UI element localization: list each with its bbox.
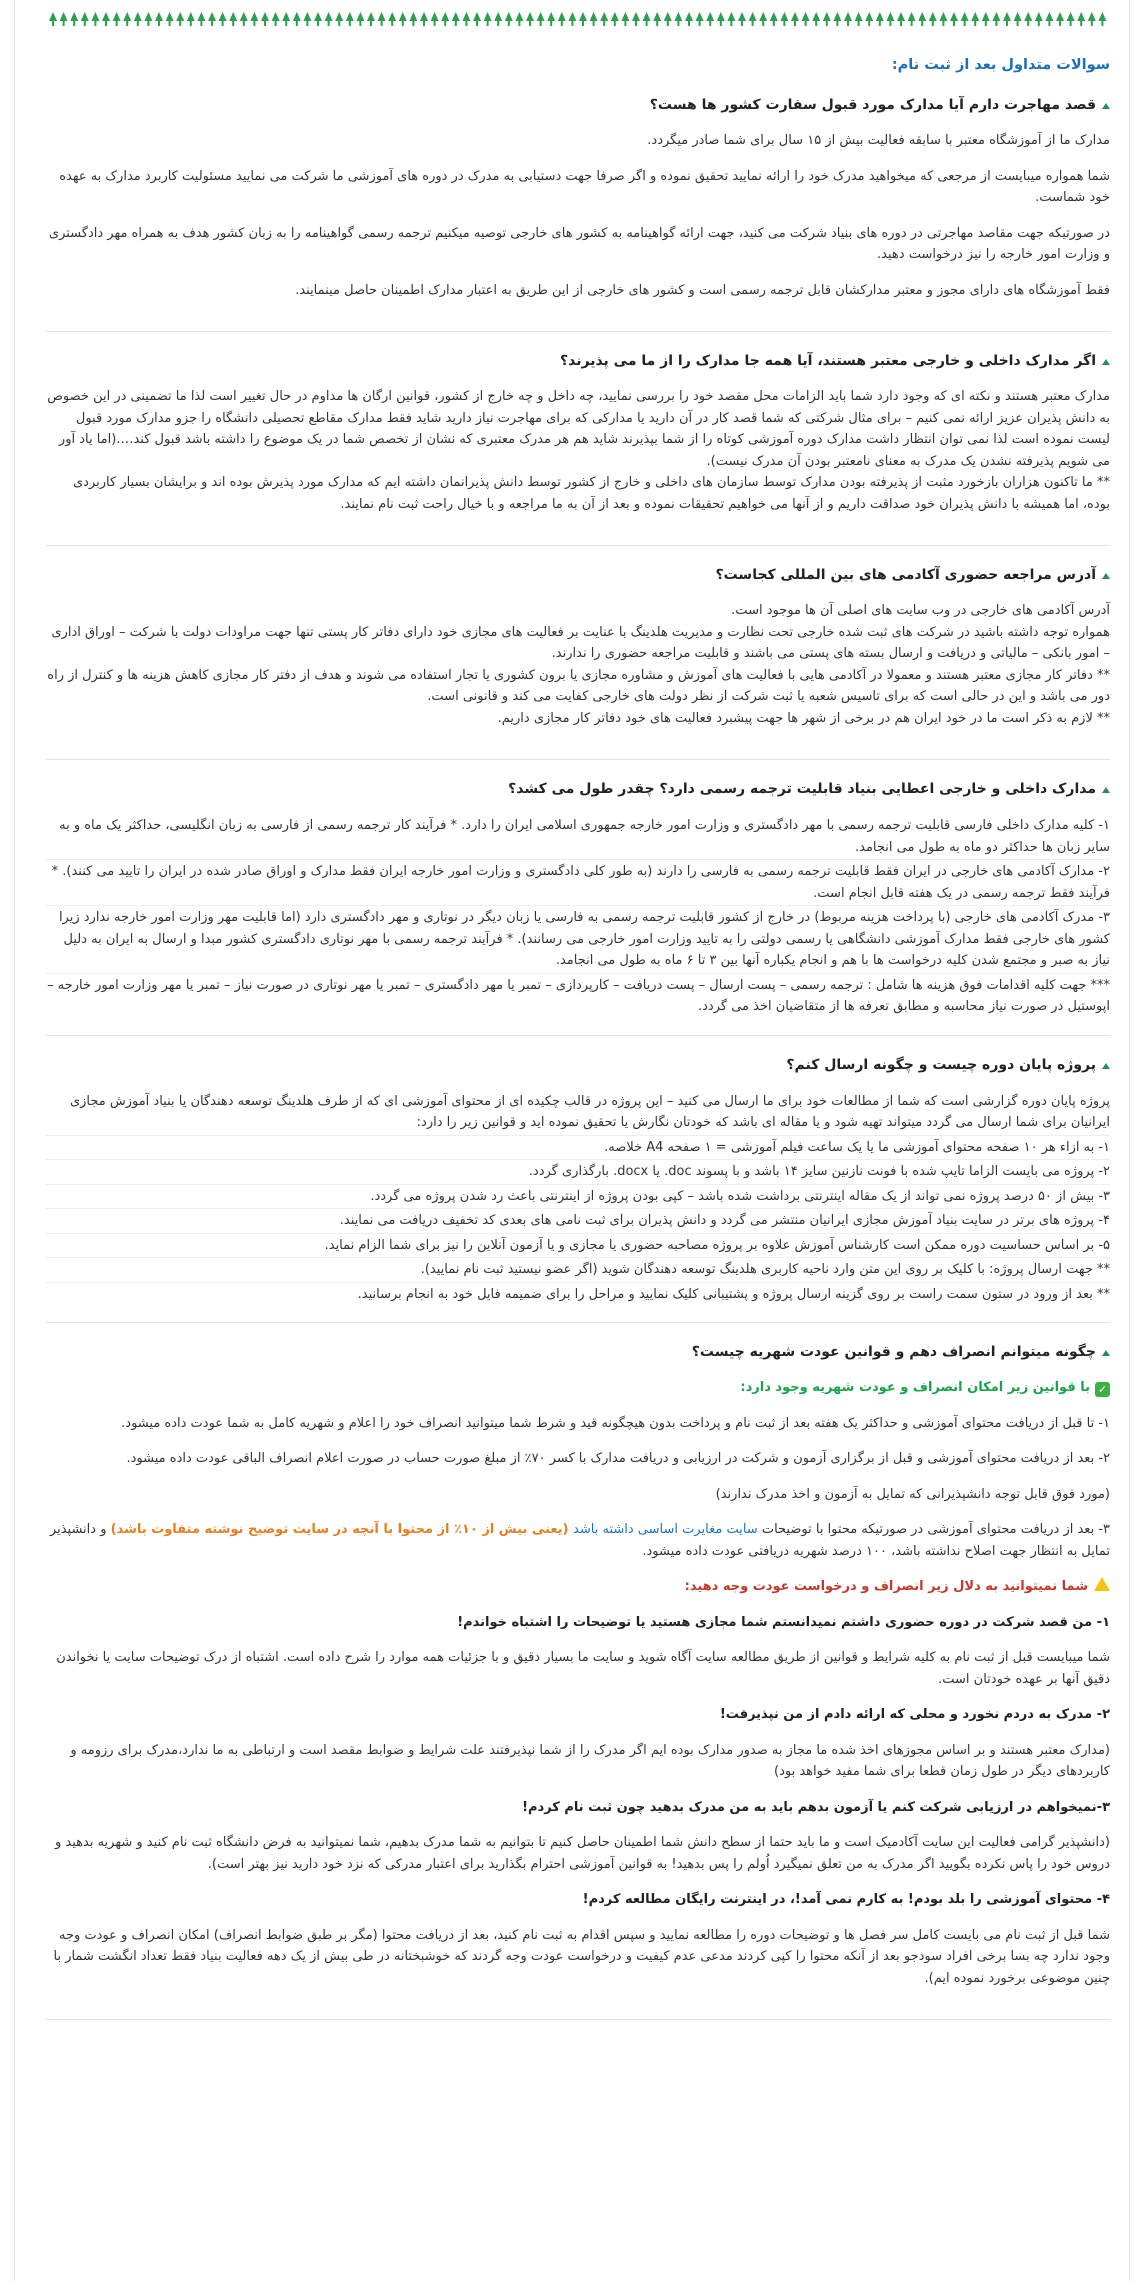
ornament-tree: [897, 12, 905, 21]
ornament-tree: [590, 12, 598, 21]
ornament-trunk: [84, 21, 86, 26]
ornament-tree: [441, 12, 449, 21]
ornament-trunk: [593, 21, 595, 26]
ornament-trunk: [444, 21, 446, 26]
ornament-trunk: [412, 21, 414, 26]
faq-question-acceptance[interactable]: [46, 350, 1110, 386]
ornament-trunk: [391, 21, 393, 26]
faq-answer-acceptance: [46, 386, 1110, 545]
ornament-trunk: [211, 21, 213, 26]
case-title: ۱- من قصد شرکت در دوره حضوری داشتم نمیدانستم شما مجازی هستید یا توضیحات را اشتباه خواندم!: [457, 1614, 1110, 1630]
ornament-trunk: [317, 21, 319, 26]
case-answer: (مدارک معتبر هستند و بر اساس مجوزهای اخذ شده ما مجاز به صدور مدارک بوده ایم اگر مدرک را از شما نپذیرفتند علت شرایط و ضوابط مقصد است و ارتباطی به ما ندارد،مدرک برای رزومه و کاربردهای دیگر در طول زمان قطعا برای شما مفید خواهد بود): [70, 1742, 1110, 1779]
ornament-trunk: [1006, 21, 1008, 26]
ornament-trunk: [253, 21, 255, 26]
ornament-tree: [1056, 12, 1064, 21]
ornament-trunk: [762, 21, 764, 26]
list-item: ۱- به ازاء هر ۱۰ صفحه محتوای آموزشی ما یا یک ساعت فیلم آموزشی = ۱ صفحه A4 خلاصه.: [46, 1136, 1110, 1161]
ornament-tree: [49, 12, 57, 21]
ornament-tree: [197, 12, 205, 21]
ornament-trunk: [359, 21, 361, 26]
ornament-tree: [812, 12, 820, 21]
list-item: ۵- بر اساس حساسیت دوره ممکن است کارشناس آموزش علاوه بر پروژه مصاحبه حضوری یا مجازی و یا آزمون آنلاین را نیز برای شما الزام نماید.: [46, 1234, 1110, 1259]
rule-text: و دانشپذیر تمایل به انتظار جهت اصلاح نداشته باشد، ۱۰۰ درصد شهریه دریافتی عودت داده میشود.: [49, 1522, 1110, 1559]
faq-question-address[interactable]: [46, 564, 1110, 600]
list-item: ۲- مدارک آکادمی های خارجی در ایران فقط قابلیت ترجمه رسمی به فارسی را دارند (به طور کلی دادگستری و وزارت امور خارجه ایران فقط مدارک و اوراق صادر شده در ایران را تایید می کنند). * فرآیند فقط ترجمه رسمی در یک هفته قابل انجام است.: [46, 860, 1110, 906]
ornament-trunk: [677, 21, 679, 26]
refund-denied-heading: [46, 1576, 1110, 1598]
ornament-trunk: [1070, 21, 1072, 26]
ornament-trunk: [688, 21, 690, 26]
ornament-tree: [759, 12, 767, 21]
ornament-tree: [908, 12, 916, 21]
ornament-tree: [166, 12, 174, 21]
ornament-trunk: [381, 21, 383, 26]
ornament-tree: [876, 12, 884, 21]
ornament-trunk: [455, 21, 457, 26]
refund-rule-note: (مورد فوق قابل توجه دانشپذیرانی که تمایل به آزمون و اخذ مدرک ندارند): [715, 1486, 1110, 1502]
answer-paragraph: فقط آموزشگاه های دارای مجوز و معتبر مدارکشان قابل ترجمه رسمی است و کشور های خارجی از این طریق به اعتبار مدارک اطمینان حاصل مینمایند.: [295, 282, 1110, 298]
ornament-trunk: [635, 21, 637, 26]
ornament-tree: [950, 12, 958, 21]
ornament-tree: [526, 12, 534, 21]
ornament-trunk: [942, 21, 944, 26]
faq-item-embassy: [46, 94, 1110, 332]
ornament-trunk: [730, 21, 732, 26]
faq-answer-embassy: [46, 130, 1110, 331]
ornament-trunk: [699, 21, 701, 26]
ornament-trunk: [105, 21, 107, 26]
ornament-trunk: [656, 21, 658, 26]
ornament-trunk: [222, 21, 224, 26]
ornament-tree: [823, 12, 831, 21]
ornament-trunk: [624, 21, 626, 26]
ornament-tree: [494, 12, 502, 21]
list-item: ۴- پروژه های برتر در سایت بنیاد آموزش مجازی ایرانیان منتشر می گردد و دانش پذیران برای ثبت نامی های بعدی کد تخفیف دریافت می نمایند.: [46, 1209, 1110, 1234]
ornament-trunk: [529, 21, 531, 26]
ornament-trunk: [1048, 21, 1050, 26]
ornament-tree: [144, 12, 152, 21]
ornament-trunk: [911, 21, 913, 26]
right-border: [1129, 0, 1130, 2281]
ornament-tree: [971, 12, 979, 21]
ornament-trunk: [169, 21, 171, 26]
ornament-trunk: [423, 21, 425, 26]
ornament-trunk: [773, 21, 775, 26]
ornament-tree: [187, 12, 195, 21]
faq-answer-translation: [46, 814, 1110, 1035]
ornament-tree: [696, 12, 704, 21]
list-item: *** جهت کلیه اقدامات فوق هزینه ها شامل : ترجمه رسمی – پست ارسال – پست دریافت – کارپردازی – تمبر یا مهر دادگستری – تمبر یا مهر نوتاری در صورت نیاز – تمبر یا مهر وزارت امور خارجه – اپوستیل در صورت نیاز محاسبه و مطابق تعرفه ها از متقاضیان اخذ می گردد.: [47, 977, 1110, 1014]
answer-paragraph: آدرس آکادمی های خارجی در وب سایت های اصلی آن ها موجود است.: [731, 603, 1110, 618]
faq-answer-project: [46, 1090, 1110, 1323]
page-title: سوالات متداول بعد از ثبت نام:: [891, 57, 1110, 73]
ornament-tree: [113, 12, 121, 21]
ornament-tree: [1014, 12, 1022, 21]
ornament-trunk: [540, 21, 542, 26]
case-title: ۴- محتوای آموزشی را بلد بودم! به کارم نمی آمد!، در اینترنت رایگان مطالعه کردم!: [582, 1892, 1110, 1907]
faq-question-text: پروژه پایان دوره چیست و چگونه ارسال کنم؟: [786, 1056, 1096, 1073]
project-submit-link[interactable]: ** جهت ارسال پروژه: با کلیک بر روی این متن وارد ناحیه کاربری هلدینگ توسعه دهندگان شوید (اگر عضو نیستید ثبت نام نمایید).: [46, 1258, 1110, 1283]
ornament-tree: [409, 12, 417, 21]
ornament-tree: [1088, 12, 1096, 21]
ornament-trunk: [709, 21, 711, 26]
ornament-tree: [547, 12, 555, 21]
ornament-tree: [176, 12, 184, 21]
faq-item-acceptance: [46, 350, 1110, 546]
ornament-tree: [431, 12, 439, 21]
ornament-tree: [579, 12, 587, 21]
ornament-trunk: [518, 21, 520, 26]
ornament-tree: [325, 12, 333, 21]
ornament-trunk: [158, 21, 160, 26]
ornament-tree: [240, 12, 248, 21]
ornament-tree: [134, 12, 142, 21]
ornament-tree: [918, 12, 926, 21]
ornament-trunk: [805, 21, 807, 26]
ornament-trunk: [868, 21, 870, 26]
ornament-trunk: [63, 21, 65, 26]
collapse-arrow-icon: [1102, 573, 1110, 579]
ornament-trunk: [264, 21, 266, 26]
ornament-tree: [886, 12, 894, 21]
ornament-tree: [282, 12, 290, 21]
ornament-tree: [727, 12, 735, 21]
ornament-tree: [1045, 12, 1053, 21]
ornament-tree: [537, 12, 545, 21]
ornament-tree: [356, 12, 364, 21]
list-item: ** بعد از ورود در ستون سمت راست بر روی گزینه ارسال پروژه و پشتیبانی کلیک نمایید و مراحل را برای ضمیمه فایل خود به انجام برسانید.: [357, 1286, 1110, 1302]
case-title: ۳-نمیخواهم در ارزیابی شرکت کنم یا آزمون بدهم باید به من مدرک بدهید چون ثبت نام کردم!: [522, 1799, 1110, 1815]
ornament-trunk: [720, 21, 722, 26]
ornament-tree: [399, 12, 407, 21]
collapse-arrow-icon: [1102, 787, 1110, 793]
ornament-tree: [473, 12, 481, 21]
answer-paragraph: در صورتیکه جهت مقاصد مهاجرتی در دوره های بنیاد شرکت می کنید، جهت ارائه گواهینامه به کشور های خارجی توصیه میکنیم ترجمه رسمی گواهینامه را به زبان کشور هدف به همراه مهر دادگستری و وزارت امور خارجه را نیز درخواست دهید.: [48, 225, 1110, 262]
faq-question-translation[interactable]: [46, 778, 1110, 814]
answer-paragraph: شما همواره میبایست از مرجعی که میخواهید مدرک خود را ارائه نمایید تحقیق نموده و اگر صرفا جهت دستیابی به مدرک در دوره های آموزشی ما شرکت می نمایید مسئولیت کاربرد مدارک به عهده خود شماست.: [59, 168, 1110, 205]
ornament-tree: [982, 12, 990, 21]
faq-item-address: [46, 564, 1110, 760]
ornament-tree: [484, 12, 492, 21]
ornament-trunk: [953, 21, 955, 26]
ornament-tree: [855, 12, 863, 21]
ornament-trunk: [190, 21, 192, 26]
ornament-trunk: [137, 21, 139, 26]
ornament-trunk: [73, 21, 75, 26]
ornament-tree: [833, 12, 841, 21]
ornament-trunk: [147, 21, 149, 26]
ornament-tree: [992, 12, 1000, 21]
faq-item-translation: [46, 778, 1110, 1036]
refund-rule: [46, 1519, 1110, 1562]
warning-icon: [1094, 1577, 1110, 1591]
ornament-trunk: [116, 21, 118, 26]
ornament-tree: [621, 12, 629, 21]
faq-answer-address: [46, 600, 1110, 759]
ornament-trunk: [465, 21, 467, 26]
answer-paragraph: ** دفاتر کار مجازی معتبر هستند و معمولا در آکادمی هایی با فعالیت های آموزش و مشاوره مجازی یا برون کشوری یا تجار استفاده می شوند و هدف از دفتر کار مجازی کاهش هزینه ها و کنترل از راه دور می باشد و این در حالی است که برای تاسیس شعبه یا ثبت شرکت از نظر دولت های خارجی کفایت می کند و قانونی است.: [47, 667, 1110, 704]
ornament-tree: [420, 12, 428, 21]
ornament-trunk: [487, 21, 489, 26]
ornament-trunk: [476, 21, 478, 26]
ornament-tree: [802, 12, 810, 21]
ornament-trunk: [836, 21, 838, 26]
ornament-tree: [770, 12, 778, 21]
ornament-tree: [293, 12, 301, 21]
ornament-trunk: [126, 21, 128, 26]
ornament-trunk: [550, 21, 552, 26]
list-item: ۳- بیش از ۵۰ درصد پروژه نمی تواند از یک مقاله اینترنتی برداشت شده باشد – کپی بودن پروژه از اینترنتی باعث رد شدن پروژه می گردد.: [46, 1185, 1110, 1210]
ornament-trunk: [1101, 21, 1103, 26]
ornament-trunk: [858, 21, 860, 26]
faq-question-text: مدارک داخلی و خارجی اعطایی بنیاد قابلیت ترجمه رسمی دارد؟ چقدر طول می کشد؟: [508, 781, 1096, 797]
ornament-trunk: [879, 21, 881, 26]
ornament-tree: [70, 12, 78, 21]
ornament-tree: [1098, 12, 1106, 21]
ornament-tree: [961, 12, 969, 21]
ornament-trunk: [571, 21, 573, 26]
ornament-trunk: [243, 21, 245, 26]
ornament-trunk: [561, 21, 563, 26]
decorative-border: [48, 10, 1108, 28]
site-mismatch-link[interactable]: سایت مغایرت اساسی داشته باشد: [573, 1522, 758, 1537]
ornament-trunk: [338, 21, 340, 26]
faq-answer-refund: [46, 1377, 1110, 2019]
ornament-tree: [1077, 12, 1085, 21]
ornament-tree: [1067, 12, 1075, 21]
faq-content: [46, 54, 1110, 2038]
ornament-trunk: [847, 21, 849, 26]
ornament-tree: [515, 12, 523, 21]
ornament-tree: [388, 12, 396, 21]
ornament-trunk: [296, 21, 298, 26]
ornament-tree: [780, 12, 788, 21]
collapse-arrow-icon: [1102, 359, 1110, 365]
ornament-tree: [60, 12, 68, 21]
ornament-tree: [272, 12, 280, 21]
ornament-tree: [1035, 12, 1043, 21]
ornament-trunk: [741, 21, 743, 26]
ornament-trunk: [52, 21, 54, 26]
refund-allowed-heading: [46, 1377, 1110, 1399]
case-answer: شما میبایست قبل از ثبت نام به کلیه شرایط و قوانین از طریق مطالعه سایت آگاه شوید و سایت ما بسیار دقیق و با جزئیات همه موارد را شرح داده است. اشتباه از درک توضیحات سایت یا نخواندن دقیق آنها بر عهده خودتان است.: [56, 1650, 1110, 1687]
answer-paragraph: مدارک معتبر هستند و نکته ای که وجود دارد شما باید الزامات محل مقصد خود را بررسی نمایید، چه داخل و چه خارج از کشور، قوانین ارگان ها مداوم در حال تغییر است لذا ما تضمینی در این خصوص به دانش پذیران عزیز ارائه نمی کنیم – برای مثال شرکتی که شما قصد کار در آن دارید یا مدارکی که برای مهاجرت نیاز دارید شاید فقط مدارک مقاطع تحصیلی دانشگاه را جزو مدارک مورد قبول لیست نموده است لذا نمی توان انتظار داشت مدارک دوره آموزشی کوتاه را از شما بپذیرند شاید هم هر مدرک معتبری که نشان از تخصص شما در یک موضوع را داشته باشد قبول کند….(اما یاد آور می شویم پذیرفته نشدن یک مدرک به معنای نامعتبر بودن آن مدرک نیست).: [47, 389, 1110, 469]
answer-paragraph: ** ما تاکنون هزاران بازخورد مثبت از پذیرفته بودن مدارک توسط سازمان های داخلی و خارج از کشور توسط دانش پذیرانمان داشته ایم که مدارک مورد پذیرش بوده اند و برایشان بسیار کاربردی بوده، اما همیشه با دانش پذیران خود صداقت داریم و از آنها می خواهیم تحقیقات نموده و بعد از آن به ما مراجعه و با خیال راحت ثبت نام نمایند.: [73, 475, 1110, 512]
ornament-trunk: [402, 21, 404, 26]
ornament-tree: [367, 12, 375, 21]
ornament-trunk: [275, 21, 277, 26]
list-item: ۲- پروژه می بایست الزاما تایپ شده با فونت نازنین سایز ۱۴ باشد و با پسوند doc. یا docx. بارگذاری گردد.: [46, 1160, 1110, 1185]
ornament-tree: [674, 12, 682, 21]
ornament-trunk: [614, 21, 616, 26]
ornament-trunk: [1038, 21, 1040, 26]
ornament-trunk: [179, 21, 181, 26]
ornament-tree: [558, 12, 566, 21]
ornament-trunk: [889, 21, 891, 26]
ornament-tree: [1003, 12, 1011, 21]
ornament-tree: [600, 12, 608, 21]
ornament-tree: [102, 12, 110, 21]
refund-denied-text: شما نمیتوانید به دلال زیر انصراف و درخواست عودت وجه دهید:: [684, 1579, 1088, 1594]
ornament-trunk: [232, 21, 234, 26]
ornament-tree: [685, 12, 693, 21]
faq-question-embassy[interactable]: [46, 94, 1110, 130]
rule-text: ۳- بعد از دریافت محتوای آموزشی در صورتیکه محتوا با توضیحات: [757, 1522, 1110, 1537]
ornament-tree: [738, 12, 746, 21]
ornament-tree: [717, 12, 725, 21]
ornament-trunk: [508, 21, 510, 26]
ornament-trunk: [985, 21, 987, 26]
ornament-tree: [123, 12, 131, 21]
faq-item-refund: [46, 1341, 1110, 2020]
ornament-tree: [81, 12, 89, 21]
ornament-tree: [939, 12, 947, 21]
ornament-tree: [250, 12, 258, 21]
ornament-tree: [632, 12, 640, 21]
ornament-trunk: [200, 21, 202, 26]
ornament-tree: [611, 12, 619, 21]
ornament-trunk: [349, 21, 351, 26]
ornament-trunk: [646, 21, 648, 26]
case-title: ۲- مدرک به دردم نخورد و محلی که ارائه دادم از من نپذیرفت!: [719, 1707, 1110, 1722]
ornament-tree: [505, 12, 513, 21]
ornament-trunk: [964, 21, 966, 26]
ornament-tree: [346, 12, 354, 21]
ornament-tree: [706, 12, 714, 21]
list-item: ۱- کلیه مدارک داخلی فارسی قابلیت ترجمه رسمی با مهر دادگستری و وزارت امور خارجه جمهوری اسلامی ایران را دارد. * فرآیند کار ترجمه رسمی از فارسی به زبان انگلیسی، حداکثر یک ماه و به سایر زبان ها حداکثر دو ماه به طول می انجامد.: [46, 814, 1110, 860]
faq-question-text: چگونه میتوانم انصراف دهم و قوانین عودت شهریه چیست؟: [691, 1344, 1096, 1360]
faq-question-text: قصد مهاجرت دارم آیا مدارک مورد قبول سفارت کشور ها هست؟: [649, 97, 1096, 113]
ornament-tree: [653, 12, 661, 21]
ornament-tree: [1024, 12, 1032, 21]
ornament-trunk: [826, 21, 828, 26]
ornament-tree: [929, 12, 937, 21]
ornament-trunk: [497, 21, 499, 26]
ornament-trunk: [94, 21, 96, 26]
ornament-tree: [452, 12, 460, 21]
ornament-trunk: [667, 21, 669, 26]
ornament-tree: [844, 12, 852, 21]
left-border: [14, 0, 15, 2281]
ornament-trunk: [434, 21, 436, 26]
ornament-tree: [791, 12, 799, 21]
ornament-trunk: [1017, 21, 1019, 26]
ornament-trunk: [974, 21, 976, 26]
faq-question-text: اگر مدارک داخلی و خارجی معتبر هستند، آیا همه جا مدارک را از ما می پذیرند؟: [560, 353, 1096, 369]
ornament-tree: [91, 12, 99, 21]
ornament-trunk: [1080, 21, 1082, 26]
ornament-trunk: [603, 21, 605, 26]
ornament-trunk: [794, 21, 796, 26]
faq-question-project[interactable]: [46, 1054, 1110, 1090]
ornament-tree: [303, 12, 311, 21]
faq-question-refund[interactable]: [46, 1341, 1110, 1377]
ornament-tree: [749, 12, 757, 21]
refund-rule: ۲- بعد از دریافت محتوای آموزشی و قبل از برگزاری آزمون و شرکت در ارزیابی و دریافت مدارک با کسر ۷۰٪ از مبلغ صورت حساب در صورت اعلام انصراف الباقی عودت داده میشود.: [126, 1451, 1110, 1466]
collapse-arrow-icon: [1102, 103, 1110, 109]
ornament-trunk: [306, 21, 308, 26]
ornament-trunk: [285, 21, 287, 26]
ornament-tree: [208, 12, 216, 21]
faq-item-project: [46, 1054, 1110, 1324]
ornament-tree: [865, 12, 873, 21]
ornament-tree: [314, 12, 322, 21]
ornament-trunk: [1059, 21, 1061, 26]
faq-question-text: آدرس مراجعه حضوری آکادمی های بین المللی کجاست؟: [715, 567, 1096, 583]
highlighted-text: (یعنی بیش از ۱۰٪ از محتوا با آنچه در سایت توضیح نوشته متفاوت باشد): [110, 1522, 574, 1537]
ornament-trunk: [752, 21, 754, 26]
ornament-tree: [378, 12, 386, 21]
ornament-trunk: [582, 21, 584, 26]
ornament-trunk: [932, 21, 934, 26]
case-answer: (دانشپذیر گرامی فعالیت این سایت آکادمیک است و ما باید حتما از سطح دانش شما اطمینان حاصل کنیم تا بتوانیم به شما مدرک بدهیم، شما نمیتوانید به فرض دانشگاه ثبت نام کنید و شهریه بدهید و دروس خود را پاس نکرده بگویید اگر مدرک به من تعلق نمیگیرد اُولم را پس بدهید! به قوانین آموزشی احترام بگذارید برای اعتبار مدرکی که نزد خود دارید نیز بهتر است).: [55, 1835, 1110, 1872]
collapse-arrow-icon: [1102, 1063, 1110, 1069]
ornament-tree: [229, 12, 237, 21]
ornament-tree: [462, 12, 470, 21]
list-item: ۳- مدرک آکادمی های خارجی (با پرداخت هزینه مربوط) در خارج از کشور قابلیت ترجمه رسمی به فارسی یا زبان دیگر در نوتاری و مهر دادگستری دارد (اما قابلیت مهر وزارت امور خارجه ندارد زیرا کشور های خارجی فقط مدارک آموزشی دانشگاهی یا رسمی دولتی را به تایید وزارت امور خارجی می رسانند). * فرآیند ترجمه رسمی با مهر نوتاری دادگستری کشور مبدا و ارسال به ایران به دلیل نیاز به صبر و مجتمع شدن کلیه درخواست ها با هم و انجام یکباره آنها بین ۳ تا ۶ ماه به طول می انجامد.: [46, 906, 1110, 974]
answer-paragraph: ** لازم به ذکر است ما در خود ایران هم در برخی از شهر ها جهت پیشبرد فعالیت های خود دفاتر کار مجازی داریم.: [497, 710, 1110, 726]
ornament-trunk: [815, 21, 817, 26]
answer-paragraph: مدارک ما از آموزشگاه معتبر با سابقه فعالیت بیش از ۱۵ سال برای شما صادر میگردد.: [647, 133, 1110, 148]
ornament-trunk: [921, 21, 923, 26]
ornament-trunk: [370, 21, 372, 26]
refund-allowed-text: با قوانین زیر امکان انصراف و عودت شهریه وجود دارد:: [740, 1380, 1090, 1395]
ornament-trunk: [1091, 21, 1093, 26]
ornament-trunk: [900, 21, 902, 26]
case-answer: شما قبل از ثبت نام می بایست کامل سر فصل ها و توضیحات دوره را مطالعه نمایید و سپس اقدام به ثبت نام کنید، بعد از دریافت محتوا (مگر بر طبق ضوابط انصراف) امکان انصراف و عودت وجه وجود ندارد چه بسا برخی افراد سودجو بعد از آنکه محتوا را کپی کردند مدعی عدم کیفیت و درخواست عودت وجه گردند که خوشبختانه در طی بیش از یک دهه فعالیت بنیاد فقط تعداد انگشت شمار با چنین موضوعی برخورد نموده ایم).: [53, 1927, 1110, 1986]
ornament-tree: [568, 12, 576, 21]
ornament-trunk: [1027, 21, 1029, 26]
ornament-tree: [335, 12, 343, 21]
answer-paragraph: همواره توجه داشته باشید در شرکت های ثبت شده خارجی تحت نظارت و مدیریت هلدینگ با عنایت بر فعالیت های مجازی خود دارای دفاتر کار پستی تنها جهت مراودات دولت با شرکت – اوراق اداری – امور بانکی – مالیاتی و دریافت و ارسال بسته های پستی می باشند و قابلیت مراجعه حضوری را ندارند.: [51, 624, 1110, 661]
refund-rule: ۱- تا قبل از دریافت محتوای آموزشی و حداکثر یک هفته بعد از ثبت نام و پرداخت بدون هیچگونه قید و شرط شما میتوانید انصراف خود را اعلام و شهریه کامل به شما عودت داده میشود.: [121, 1415, 1110, 1431]
ornament-tree: [664, 12, 672, 21]
ornament-trunk: [995, 21, 997, 26]
ornament-trunk: [783, 21, 785, 26]
ornament-tree: [219, 12, 227, 21]
ornament-tree: [643, 12, 651, 21]
ornament-tree: [155, 12, 163, 21]
ornament-tree: [261, 12, 269, 21]
ornament-trunk: [328, 21, 330, 26]
collapse-arrow-icon: [1102, 1350, 1110, 1356]
answer-intro: پروژه پایان دوره گزارشی است که شما از مطالعات خود برای ما ارسال می کنید – این پروژه در قالب چکیده ای از محتوای آموزشی ای که از طرف هلدینگ توسعه دهندگان یا بنیاد آموزش مجازی ایرانیان برای شما ارسال می گردد میتواند تهیه شود و یا مقاله ای باشد که خودتان نگارش یا تحقیق نموده اید و قوانین زیر را دارد:: [46, 1090, 1110, 1136]
check-mark-icon: ✓: [1095, 1382, 1110, 1397]
